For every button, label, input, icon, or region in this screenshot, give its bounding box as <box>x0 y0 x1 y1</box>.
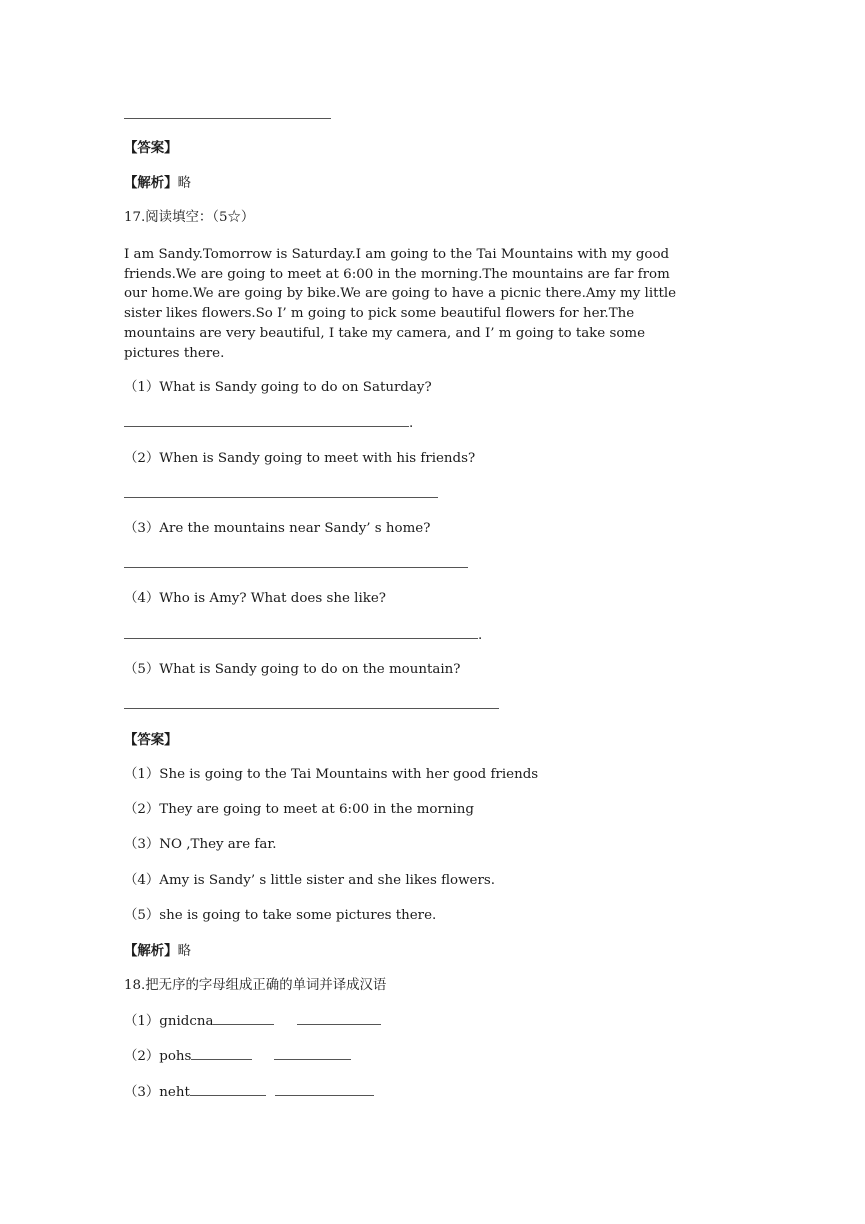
word-blank[interactable] <box>213 1012 274 1025</box>
answer-17-3: （3）NO ,They are far. <box>124 837 277 852</box>
translation-blank[interactable] <box>274 1047 351 1060</box>
answer-blank-17-2[interactable] <box>124 485 438 504</box>
answer-blank-17-1[interactable] <box>124 414 413 433</box>
question-17-5: （5）What is Sandy going to do on the mountain? <box>124 662 461 677</box>
passage-line: sister likes flowers.So I’ m going to pick some beautiful flowers for her.The <box>124 306 635 322</box>
scrambled-word: （3）neht <box>124 1085 190 1100</box>
question-17-2: （2）When is Sandy going to meet with his friends? <box>124 451 476 466</box>
answer-17-1: （1）She is going to the Tai Mountains with her good friends <box>124 767 539 782</box>
scrambled-word: （2）pohs <box>124 1049 192 1064</box>
answer-label: 【答案】 <box>124 732 178 748</box>
translation-blank[interactable] <box>275 1083 374 1096</box>
answer-blank-17-5[interactable] <box>124 696 499 715</box>
analysis-text: 略 <box>177 944 191 959</box>
question-17-1: （1）What is Sandy going to do on Saturday? <box>124 380 432 395</box>
answer-blank-17-4[interactable] <box>124 626 482 645</box>
word-blank[interactable] <box>191 1047 252 1060</box>
analysis-text: 略 <box>177 176 191 191</box>
blank-suffix: . <box>409 416 414 431</box>
passage-line: friends.We are going to meet at 6:00 in the morning.The mountains are far from <box>124 266 670 282</box>
question-17-3: （3）Are the mountains near Sandy’ s home? <box>124 521 431 536</box>
passage-line: I am Sandy.Tomorrow is Saturday.I am going to the Tai Mountains with my good <box>124 247 670 262</box>
analysis-label: 【解析】 <box>124 175 178 191</box>
blank-suffix: . <box>478 628 483 643</box>
question-18-title: 18.把无序的字母组成正确的单词并译成汉语 <box>124 978 387 993</box>
analysis-row <box>124 942 191 961</box>
passage-line: pictures there. <box>124 345 225 361</box>
reading-passage <box>124 245 734 363</box>
word-blank[interactable] <box>190 1083 266 1096</box>
passage-line: our home.We are going by bike.We are going to have a picnic there.Amy my little <box>124 286 677 302</box>
question-18-3 <box>124 1083 374 1102</box>
scrambled-word: （1）gnidcna <box>124 1014 214 1029</box>
question-18-1 <box>124 1012 381 1031</box>
passage-line: mountains are very beautiful, I take my camera, and I’ m going to take some <box>124 325 646 341</box>
answer-label: 【答案】 <box>124 140 178 156</box>
analysis-row <box>124 174 191 193</box>
answer-17-5: （5）she is going to take some pictures there. <box>124 908 437 923</box>
answer-blank-line <box>124 118 331 119</box>
answer-blank-17-3[interactable] <box>124 555 468 574</box>
answer-17-4: （4）Amy is Sandy’ s little sister and she likes flowers. <box>124 873 495 888</box>
translation-blank[interactable] <box>297 1012 381 1025</box>
question-17-4: （4）Who is Amy? What does she like? <box>124 591 386 606</box>
question-18-2 <box>124 1047 351 1066</box>
analysis-label: 【解析】 <box>124 943 178 959</box>
answer-17-2: （2）They are going to meet at 6:00 in the morning <box>124 802 474 817</box>
question-17-title: 17.阅读填空：（5☆） <box>124 210 255 225</box>
